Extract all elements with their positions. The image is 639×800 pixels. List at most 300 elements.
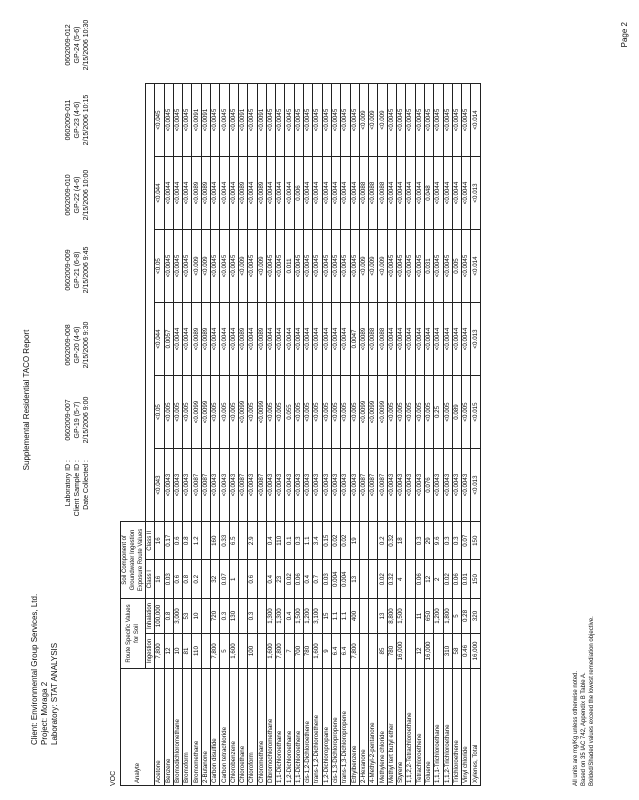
result-cell: <0.005	[304, 376, 313, 449]
result-cell: <0.0044	[248, 157, 257, 230]
objective-cell: 7,800	[276, 634, 285, 669]
project-line: Project: Moraga 2	[40, 681, 49, 745]
objective-cell: 18	[397, 522, 406, 561]
objective-cell: 3,000	[173, 599, 182, 634]
objective-cell	[369, 634, 378, 669]
sample-header	[64, 155, 91, 235]
result-cell: <0.0044	[350, 157, 359, 230]
objective-cell: 1,300	[266, 599, 275, 634]
result-cell: <0.0045	[266, 84, 275, 157]
objective-cell: 0.3	[294, 522, 303, 561]
objective-cell	[257, 634, 266, 669]
objective-cell: 0.06	[452, 560, 461, 599]
objective-cell	[434, 634, 443, 669]
objective-cell: 780	[387, 634, 396, 669]
result-cell: <0.0043	[434, 449, 443, 522]
result-cell: <0.009	[378, 230, 387, 303]
analyte-cell: Carbon disulfide	[211, 669, 220, 786]
objective-cell: 1,500	[294, 599, 303, 634]
sample-date: 2/15/2006 9:30	[83, 321, 90, 369]
result-cell: 0.006	[294, 157, 303, 230]
objective-cell: 1.1	[331, 599, 340, 634]
objective-cell: 15	[322, 599, 331, 634]
lab-id-label: Laboratory ID :	[65, 460, 72, 507]
result-cell: <0.005	[248, 376, 257, 449]
result-cell: 0.055	[285, 376, 294, 449]
result-cell: <0.0089	[359, 303, 368, 376]
result-cell: <0.0089	[257, 157, 266, 230]
table-row	[266, 84, 275, 786]
result-cell: 0.031	[424, 230, 433, 303]
result-cell: <0.0044	[229, 303, 238, 376]
result-cell: <0.0045	[183, 84, 192, 157]
result-cell: <0.0044	[266, 303, 275, 376]
objective-cell: 12	[415, 634, 424, 669]
objective-cell: 29	[424, 522, 433, 561]
result-cell: <0.009	[369, 230, 378, 303]
objective-cell	[238, 599, 247, 634]
analyte-cell: Styrene	[397, 669, 406, 786]
result-cell: <0.0089	[192, 303, 201, 376]
objective-cell: 150	[471, 522, 480, 561]
objective-cell: 0.01	[462, 560, 471, 599]
result-cell: 0.089	[452, 376, 461, 449]
result-cell: <0.0044	[220, 157, 229, 230]
table-row	[415, 84, 424, 786]
table-row	[387, 84, 396, 786]
result-cell: <0.0045	[304, 84, 313, 157]
soil-component-header: Soil Component of Groundwater Ingestion Exposure Route Values	[121, 522, 146, 599]
result-cell: <0.0043	[276, 449, 285, 522]
class1-header: Class I	[146, 560, 155, 599]
sample-lab-id: 0602009-009	[65, 249, 72, 291]
result-cell: <0.0045	[331, 84, 340, 157]
ingestion-header: Ingestion	[146, 634, 155, 669]
analyte-cell: Trichloroethene	[452, 669, 461, 786]
result-cell: <0.0089	[257, 303, 266, 376]
result-cell: <0.0045	[229, 230, 238, 303]
objective-cell: 1,600	[229, 634, 238, 669]
objective-cell: 0.02	[341, 522, 350, 561]
result-cell: <0.005	[462, 376, 471, 449]
result-cell: <0.0087	[238, 449, 247, 522]
result-cell: <0.0044	[331, 303, 340, 376]
objective-cell	[406, 522, 415, 561]
objective-cell: 12	[164, 634, 173, 669]
table-row	[397, 84, 406, 786]
result-cell: <0.043	[155, 449, 164, 522]
result-cell: <0.05	[155, 230, 164, 303]
objective-cell: 0.03	[164, 560, 173, 599]
result-cell: <0.0043	[266, 449, 275, 522]
result-cell: <0.0045	[313, 230, 322, 303]
objective-cell: 1,600	[266, 634, 275, 669]
voc-label: VOC	[110, 770, 117, 786]
result-cell: <0.0087	[257, 449, 266, 522]
result-cell: <0.005	[387, 376, 396, 449]
objective-cell: 1.1	[341, 599, 350, 634]
objective-cell	[369, 599, 378, 634]
table-row	[155, 84, 164, 786]
table-row	[313, 84, 322, 786]
objective-cell: 0.3	[248, 599, 257, 634]
table-row	[378, 84, 387, 786]
objective-cell	[201, 522, 210, 561]
objective-cell: 7,800	[350, 634, 359, 669]
analyte-cell: 1,2-Dichloroethane	[285, 669, 294, 786]
result-cell: <0.0044	[331, 157, 340, 230]
objective-cell: 0.32	[387, 560, 396, 599]
objective-cell: 0.07	[220, 560, 229, 599]
objective-cell: 4	[397, 560, 406, 599]
results-body	[155, 84, 480, 786]
result-cell: <0.005	[397, 376, 406, 449]
result-cell: <0.013	[471, 303, 480, 376]
result-cell: 0.011	[285, 230, 294, 303]
result-cell: <0.0044	[434, 303, 443, 376]
result-cell: 0.048	[424, 157, 433, 230]
result-cell: <0.0045	[173, 84, 182, 157]
result-cell: <0.0044	[183, 157, 192, 230]
objective-cell: 0.8	[164, 599, 173, 634]
objective-cell	[359, 522, 368, 561]
footnote: Based on 35 IAC 742, Appendix B Table A.	[581, 672, 587, 786]
result-cell: <0.0045	[294, 230, 303, 303]
analyte-cell: 1,2-Dichloropropane	[322, 669, 331, 786]
objective-cell: 1,600	[313, 634, 322, 669]
result-cell: 0.0047	[350, 303, 359, 376]
result-cell: <0.0091	[257, 84, 266, 157]
sample-lab-id: 0602009-008	[65, 324, 72, 366]
objective-cell: 81	[183, 634, 192, 669]
result-cell: <0.0087	[378, 449, 387, 522]
result-cell: <0.0091	[192, 84, 201, 157]
objective-cell: 0.02	[285, 560, 294, 599]
objective-cell: 23	[276, 560, 285, 599]
objective-cell: 0.1	[285, 522, 294, 561]
result-cell: <0.0045	[387, 230, 396, 303]
objective-cell: 1,800	[443, 599, 452, 634]
result-cell: <0.0044	[211, 303, 220, 376]
sample-date: 2/15/2006 9:00	[83, 396, 90, 444]
results-table	[120, 83, 481, 786]
sample-client-id: GP-21 (6-8)	[74, 251, 81, 289]
result-cell: <0.0044	[452, 157, 461, 230]
table-row	[220, 84, 229, 786]
result-cell: <0.0045	[406, 230, 415, 303]
result-cell: <0.0043	[406, 449, 415, 522]
objective-cell: 9.6	[434, 522, 443, 561]
objective-cell	[369, 522, 378, 561]
result-cell: <0.0045	[183, 230, 192, 303]
report-header	[30, 594, 60, 745]
objective-cell: 150	[471, 560, 480, 599]
result-cell: <0.0045	[322, 230, 331, 303]
result-cell: <0.0087	[359, 449, 368, 522]
table-row	[424, 84, 433, 786]
objective-cell: 13	[350, 560, 359, 599]
result-cell: <0.0088	[369, 157, 378, 230]
objective-cell	[201, 634, 210, 669]
objective-cell: 0.33	[220, 522, 229, 561]
result-cell: <0.005	[276, 376, 285, 449]
result-cell: <0.0045	[462, 84, 471, 157]
result-cell: <0.0044	[434, 157, 443, 230]
sample-date: 2/15/2006 9:45	[83, 246, 90, 294]
result-cell: <0.0043	[415, 449, 424, 522]
objective-cell: 700	[294, 634, 303, 669]
result-cell: <0.0044	[415, 157, 424, 230]
result-cell: <0.05	[155, 376, 164, 449]
objective-cell: 1,300	[276, 599, 285, 634]
result-cell: <0.0099	[257, 376, 266, 449]
objective-cell: 0.28	[462, 599, 471, 634]
objective-cell: 0.3	[452, 522, 461, 561]
result-cell: <0.0045	[350, 84, 359, 157]
sample-date: 2/15/2006 10:00	[83, 169, 90, 221]
analyte-cell: Toluene	[424, 669, 433, 786]
result-cell: <0.013	[471, 157, 480, 230]
result-cell: <0.015	[471, 376, 480, 449]
objective-cell: 0.6	[173, 522, 182, 561]
analyte-header: Analyte	[121, 669, 155, 786]
analyte-cell: 2-Butanone	[201, 669, 210, 786]
result-cell: <0.0043	[313, 449, 322, 522]
table-row	[350, 84, 359, 786]
table-row	[434, 84, 443, 786]
result-cell: <0.0044	[313, 303, 322, 376]
objective-cell: 0.6	[248, 560, 257, 599]
result-cell: <0.0099	[192, 376, 201, 449]
objective-cell	[359, 560, 368, 599]
table-row	[257, 84, 266, 786]
table-row	[276, 84, 285, 786]
result-cell: <0.0043	[322, 449, 331, 522]
objective-cell	[406, 560, 415, 599]
analyte-cell: Benzene	[164, 669, 173, 786]
objective-cell: 0.4	[285, 599, 294, 634]
result-cell: <0.0043	[341, 449, 350, 522]
objective-cell: 6.5	[229, 522, 238, 561]
result-cell: <0.009	[257, 230, 266, 303]
result-cell: <0.0043	[248, 449, 257, 522]
result-cell: <0.0044	[276, 303, 285, 376]
result-cell: <0.014	[471, 84, 480, 157]
objective-cell: 19	[350, 522, 359, 561]
result-cell: <0.0043	[211, 449, 220, 522]
objective-cell: 0.3	[220, 599, 229, 634]
objective-cell: 0.3	[415, 522, 424, 561]
table-row	[229, 84, 238, 786]
objective-cell	[238, 560, 247, 599]
sample-header	[64, 230, 91, 310]
objective-cell: 0.02	[331, 522, 340, 561]
result-cell: <0.0043	[183, 449, 192, 522]
result-cell: <0.0045	[220, 84, 229, 157]
result-cell: <0.0045	[397, 84, 406, 157]
result-cell: <0.0045	[211, 84, 220, 157]
sample-date: 2/15/2006 10:15	[83, 94, 90, 146]
result-cell: <0.005	[322, 376, 331, 449]
objective-cell	[359, 599, 368, 634]
objective-cell: 0.2	[378, 522, 387, 561]
result-cell: <0.005	[266, 376, 275, 449]
result-cell: <0.0043	[229, 449, 238, 522]
result-cell: <0.0045	[443, 84, 452, 157]
objective-cell: 0.7	[313, 560, 322, 599]
objective-cell	[238, 634, 247, 669]
objective-cell: 0.8	[183, 522, 192, 561]
objective-cell: 9	[322, 634, 331, 669]
sample-lab-id: 0602009-012	[65, 24, 72, 66]
result-cell: <0.0088	[359, 157, 368, 230]
analyte-cell: 4-Methyl-2-pentanone	[369, 669, 378, 786]
objective-cell: 100	[248, 634, 257, 669]
result-cell: <0.0045	[220, 230, 229, 303]
result-cell: <0.0044	[387, 303, 396, 376]
objective-cell	[201, 560, 210, 599]
result-cell: <0.0045	[387, 84, 396, 157]
result-cell: <0.0088	[378, 303, 387, 376]
result-cell: <0.0045	[164, 230, 173, 303]
result-cell: <0.0044	[443, 303, 452, 376]
objective-cell: 400	[350, 599, 359, 634]
result-cell: <0.0043	[452, 449, 461, 522]
result-cell: <0.0045	[424, 84, 433, 157]
table-row	[406, 84, 415, 786]
result-cell: <0.009	[378, 84, 387, 157]
objective-cell	[359, 634, 368, 669]
result-cell: <0.0045	[434, 230, 443, 303]
objective-cell: 320	[471, 599, 480, 634]
objective-cell: 100,000	[155, 599, 164, 634]
sample-header	[64, 5, 91, 85]
objective-cell: 0.15	[322, 522, 331, 561]
analyte-cell: Acetone	[155, 669, 164, 786]
result-cell: 0.0057	[164, 303, 173, 376]
objective-cell: 0.32	[387, 522, 396, 561]
result-cell: <0.0044	[397, 157, 406, 230]
objective-cell: 5	[452, 599, 461, 634]
result-cell: <0.0044	[211, 157, 220, 230]
analyte-cell: trans-1,2-Dichloroethene	[313, 669, 322, 786]
result-cell: <0.005	[294, 376, 303, 449]
objective-cell	[257, 522, 266, 561]
result-cell: <0.009	[359, 230, 368, 303]
objective-cell	[406, 599, 415, 634]
result-cell: <0.0045	[350, 230, 359, 303]
analyte-cell: Chloroethane	[238, 669, 247, 786]
analyte-cell: Ethylbenzene	[350, 669, 359, 786]
result-cell: <0.044	[155, 303, 164, 376]
objective-cell: 8,800	[387, 599, 396, 634]
objective-cell: 130	[229, 599, 238, 634]
result-cell: <0.005	[415, 376, 424, 449]
client-line: Client: Environmental Group Services, Ltd.	[30, 593, 39, 745]
results-header-spacer	[121, 84, 146, 522]
result-cell: <0.0044	[164, 157, 173, 230]
analyte-cell: Bromomethane	[192, 669, 201, 786]
result-cell: <0.0044	[452, 303, 461, 376]
result-cell: <0.0044	[322, 303, 331, 376]
result-cell: <0.0045	[211, 230, 220, 303]
result-cell: <0.0045	[313, 84, 322, 157]
objective-cell: 1,200	[304, 599, 313, 634]
table-row	[238, 84, 247, 786]
result-cell: <0.0043	[173, 449, 182, 522]
result-cell: <0.0043	[350, 449, 359, 522]
analyte-cell: Methylene chloride	[378, 669, 387, 786]
objective-cell	[406, 634, 415, 669]
objective-cell: 0.6	[173, 560, 182, 599]
result-cell: <0.0045	[462, 230, 471, 303]
result-cell: <0.0044	[294, 303, 303, 376]
objective-cell: 0.4	[266, 560, 275, 599]
result-cell: <0.005	[443, 376, 452, 449]
result-cell: <0.044	[155, 157, 164, 230]
table-row	[192, 84, 201, 786]
objective-cell: 0.3	[443, 522, 452, 561]
result-cell: <0.014	[471, 230, 480, 303]
result-cell: <0.0044	[276, 157, 285, 230]
result-cell: <0.0045	[229, 84, 238, 157]
result-cell: <0.0045	[397, 230, 406, 303]
sample-date: 2/15/2006 10:30	[83, 19, 90, 71]
result-cell: <0.005	[350, 376, 359, 449]
inhalation-header: Inhalation	[146, 599, 155, 634]
objective-cell: 110	[276, 522, 285, 561]
result-cell: <0.009	[359, 84, 368, 157]
objective-cell: 7	[285, 634, 294, 669]
result-cell: <0.0044	[173, 157, 182, 230]
result-cell: <0.0045	[415, 84, 424, 157]
sample-lab-id: 0602009-010	[65, 174, 72, 216]
table-row	[248, 84, 257, 786]
result-cell: <0.0043	[164, 449, 173, 522]
result-cell: <0.005	[211, 376, 220, 449]
result-cell: <0.0045	[452, 84, 461, 157]
result-cell: <0.0045	[294, 84, 303, 157]
result-cell: <0.0087	[201, 449, 210, 522]
objective-cell	[238, 522, 247, 561]
result-cell: <0.0044	[415, 303, 424, 376]
objective-cell: 0.02	[378, 560, 387, 599]
sample-lab-id: 0602009-007	[65, 399, 72, 441]
results-subheader-spacer	[146, 84, 155, 522]
objective-cell: 7,800	[211, 634, 220, 669]
objective-cell: 7,800	[155, 634, 164, 669]
result-cell: <0.0045	[285, 84, 294, 157]
analyte-cell: cis-1,3-Dichloropropene	[331, 669, 340, 786]
result-cell: <0.0088	[378, 157, 387, 230]
table-row	[304, 84, 313, 786]
objective-cell: 10	[192, 599, 201, 634]
objective-cell: 3,100	[313, 599, 322, 634]
objective-cell: 2	[434, 560, 443, 599]
table-row	[443, 84, 452, 786]
analyte-cell: Chlorobenzene	[229, 669, 238, 786]
objective-cell: 11	[415, 599, 424, 634]
result-cell: <0.0045	[341, 230, 350, 303]
result-cell: <0.0044	[424, 303, 433, 376]
analyte-cell: Carbon tetrachloride	[220, 669, 229, 786]
objective-cell: 1,500	[397, 599, 406, 634]
result-cell: <0.005	[424, 376, 433, 449]
objective-cell	[201, 599, 210, 634]
result-cell: <0.009	[369, 84, 378, 157]
table-row	[331, 84, 340, 786]
objective-cell: 1	[229, 560, 238, 599]
